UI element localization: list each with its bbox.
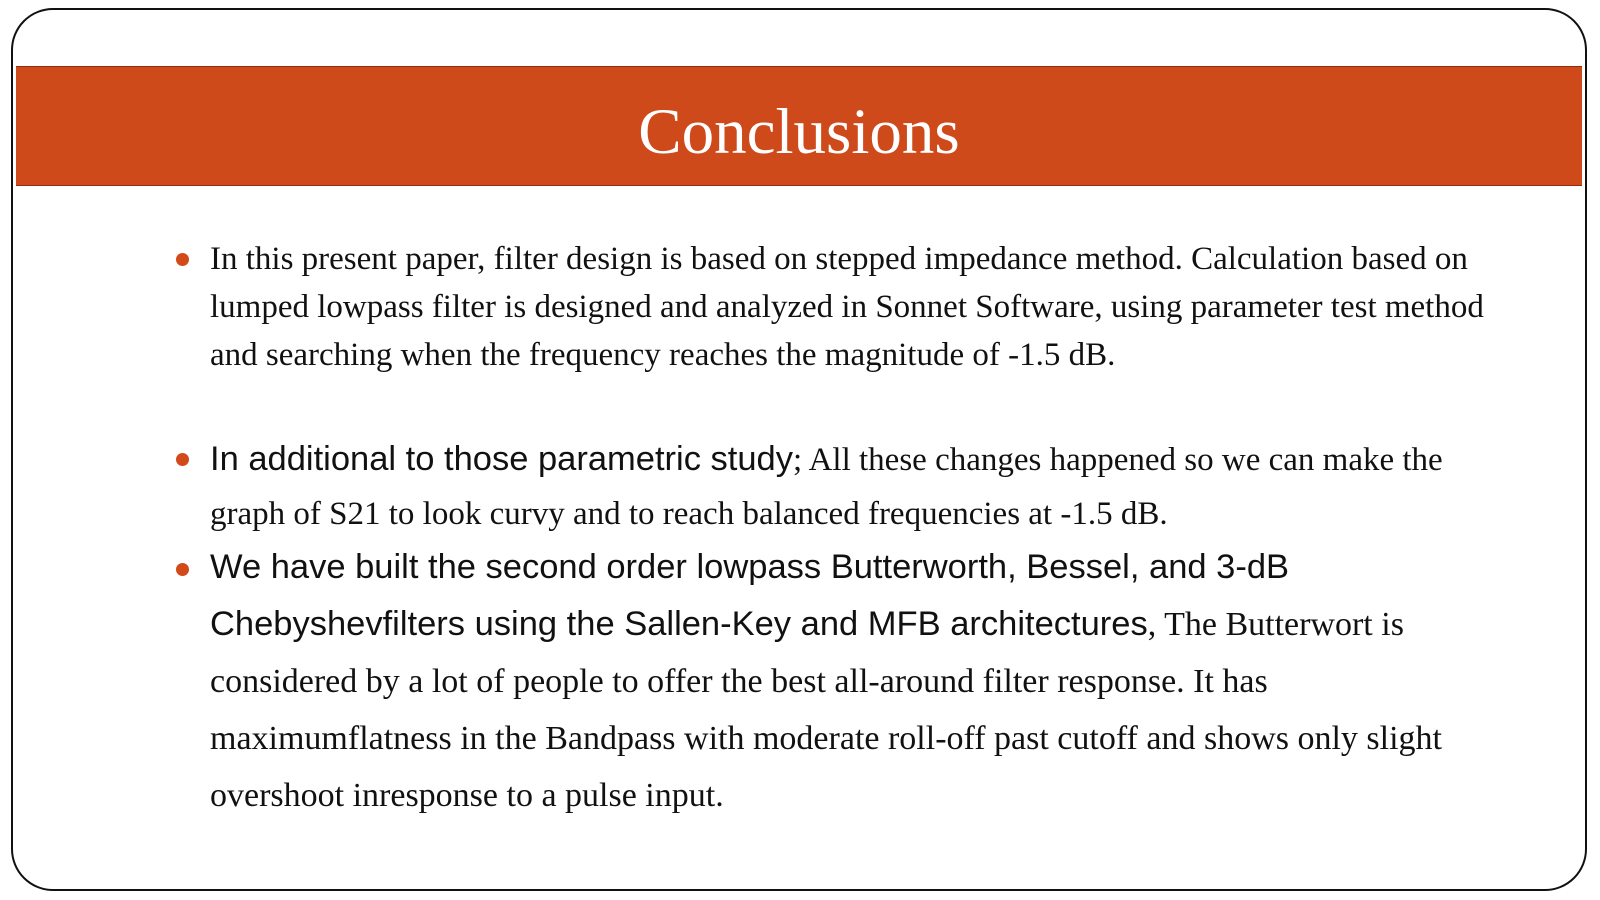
bullet-dot-icon [176, 563, 189, 576]
bullet-lead-text: We have built the second order lowpass Butterworth, Bessel, and 3-dB Chebyshevfilters using the Sallen-Key and MFB architectures [210, 548, 1290, 643]
bullet-item [210, 435, 1510, 544]
bullet-dot-icon [176, 253, 189, 266]
bullet-item [210, 542, 1510, 827]
title-band [16, 66, 1582, 186]
bullet-text: In this present paper, filter design is based on stepped impedance method. Calculation based on lumped lowpass filter is designed and analyzed in Sonnet Software, using parameter test method and searching when the frequency reaches the magnitude of -1.5 dB. [210, 241, 1484, 373]
slide-title: Conclusions [638, 95, 960, 168]
bullet-text: ; All these changes happened so we can make the graph of S21 to look curvy and to reach balanced frequencies at -1.5 dB. [210, 442, 1443, 532]
bullet-dot-icon [176, 453, 189, 466]
bullet-item [210, 235, 1510, 379]
slide-frame [11, 8, 1587, 891]
bullet-lead-text: In additional to those parametric study [210, 440, 793, 478]
bullet-text: , The Butterwort is considered by a lot of people to offer the best all-around filter response. It has maximumflatness in the Bandpass with moderate roll-off past cutoff and shows only slight overshoot inresponse to a pulse input. [210, 606, 1443, 814]
